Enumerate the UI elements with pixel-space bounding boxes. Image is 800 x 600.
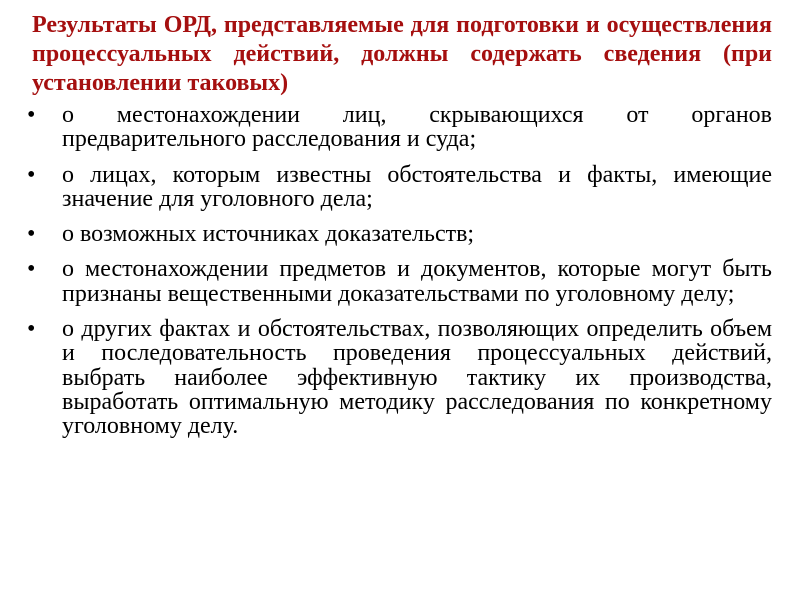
bullet-text: о лицах, которым известны обстоятельства и факты, имеющие значение для уголовного дела; — [62, 161, 772, 212]
bullet-dot-icon: • — [27, 256, 36, 283]
bullet-item-3 — [27, 222, 772, 246]
bullet-dot-icon: • — [27, 221, 36, 248]
bullet-text: о возможных источниках доказательств; — [62, 221, 475, 248]
bullet-text: о местонахождении предметов и документов, которые могут быть признаны вещественными доказательствами по уголовному делу; — [62, 256, 772, 307]
bullet-dot-icon: • — [27, 316, 36, 343]
bullet-item-2 — [27, 163, 772, 212]
bullet-list — [27, 103, 772, 450]
bullet-dot-icon: • — [27, 102, 36, 128]
bullet-text: о других фактах и обстоятельствах, позволяющих определить объем и последовательность проведения процессуальных действий, выбрать наиболее эффективную тактику их производства, выработать оптимальную методику расследования по конкретному уголовному делу. — [62, 316, 772, 440]
bullet-dot-icon: • — [27, 161, 36, 188]
slide-heading: Результаты ОРД, представляемые для подготовки и осуществления процессуальных действий, должны содержать сведения (при установлении таковых) — [32, 12, 772, 96]
bullet-item-4 — [27, 257, 772, 306]
bullet-text: о местонахождении лиц, скрывающихся от органов предварительного расследования и суда; — [62, 102, 772, 153]
bullet-item-5 — [27, 317, 772, 438]
bullet-item-1 — [27, 103, 772, 152]
